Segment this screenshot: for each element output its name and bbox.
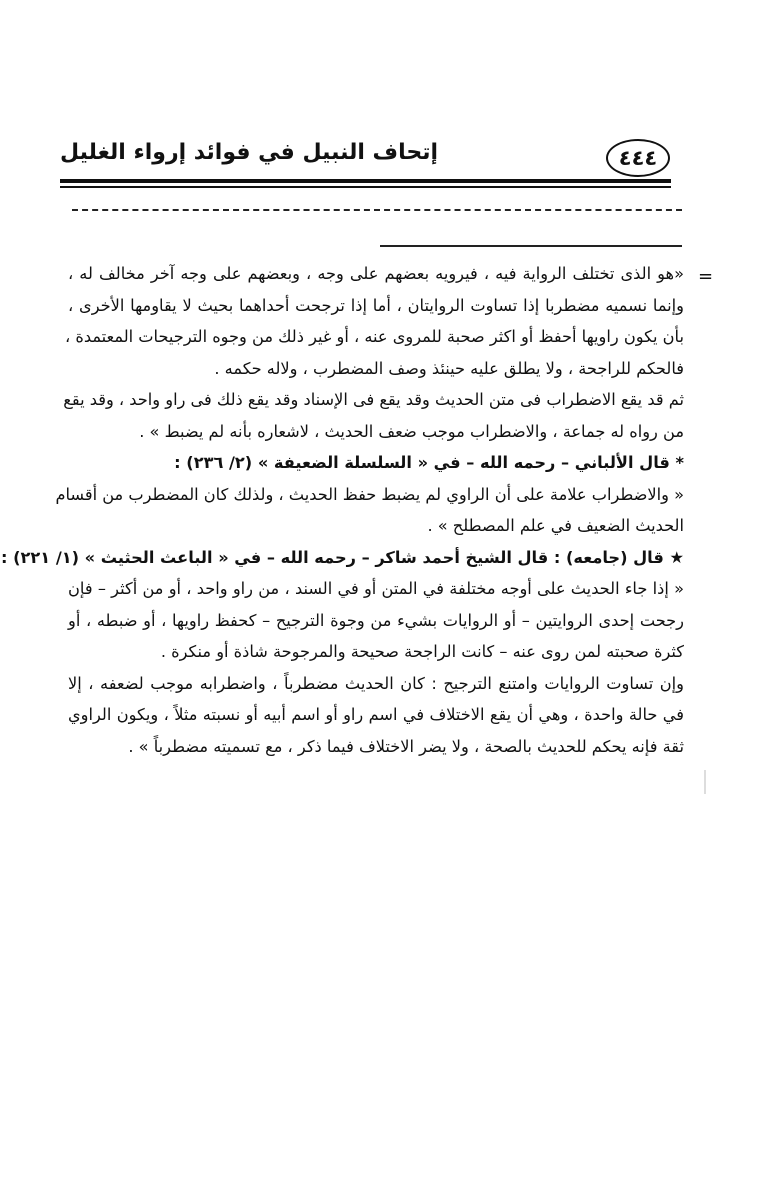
text-line: كثرة صحبته لمن روى عنه – كانت الراجحة صحيحة والمرجوحة شاذة أو منكرة . bbox=[160, 642, 684, 661]
text-line: «هو الذى تختلف الرواية فيه ، فيرويه بعضهم على وجه ، وبعضهم على وجه آخر مخالف له ، bbox=[68, 264, 684, 283]
text-line: ثقة فإنه يحكم للحديث بالصحة ، ولا يضر الاختلاف فيما ذكر ، مع تسميته مضطرباً » . bbox=[128, 736, 684, 756]
text-line: فالحكم للراجحة ، ولا يطلق عليه حينئذ وصف المضطرب ، ولاله حكمه . bbox=[214, 358, 684, 378]
text-line: وإن تساوت الروايات وامتنع الترجيح : كان الحديث مضطرباً ، واضطرابه موجب لضعفه ، إلا bbox=[68, 673, 684, 693]
scan-artifact bbox=[704, 770, 706, 794]
text-line: رجحت إحدى الروايتين – أو الروايات بشيء من وجوة الترجيح – كحفظ راويها ، أو ضبطه ، أو bbox=[68, 610, 684, 630]
header-rule-thick bbox=[60, 179, 671, 183]
running-title: إتحاف النبيل في فوائد إرواء الغليل bbox=[60, 140, 439, 165]
text-line: الحديث الضعيف في علم المصطلح » . bbox=[427, 516, 684, 535]
text-line: وإنما نسميه مضطربا إذا تساوت الروايتان ، أما إذا ترجحت أحداهما بحيث لا يقاومها الأخرى ، bbox=[68, 295, 684, 315]
text-line: من رواه له جماعة ، والاضطراب موجب ضعف الحديث ، لاشعاره بأنه لم يضبط » . bbox=[139, 421, 684, 441]
continuation-mark: = bbox=[698, 266, 714, 287]
text-line: في حالة واحدة ، وهي أن يقع الاختلاف في اسم راو أو اسم أبيه أو نسبته مثلاً ، ويكون الراوي bbox=[68, 705, 684, 724]
text-line: « إذا جاء الحديث على أوجه مختلفة في المتن أو في السند ، من راو واحد ، أو من أكثر – فإن bbox=[68, 579, 684, 598]
quote-heading: * قال الألباني – رحمه الله – في « السلسلة الضعيفة » (٢/ ٢٣٦) : bbox=[174, 453, 684, 472]
page-number-badge bbox=[606, 139, 670, 177]
footnote-rule bbox=[380, 245, 682, 247]
text-line: ثم قد يقع الاضطراب فى متن الحديث وقد يقع فى الإسناد وقد يقع ذلك فى راو واحد ، وقد يقع bbox=[63, 390, 684, 409]
text-line: « والاضطراب علامة على أن الراوي لم يضبط حفظ الحديث ، ولذلك كان المضطرب من أقسام bbox=[55, 484, 684, 504]
text-line: بأن يكون راويها أحفظ أو اكثر صحبة للمروى عنه ، أو غير ذلك من وجوه الترجيحات المعتمدة ، bbox=[64, 327, 684, 346]
page-number: ٤٤٤ bbox=[618, 146, 658, 170]
quote-heading: ★ قال (جامعه) : قال الشيخ أحمد شاكر – رحمه الله – في « الباعث الحثيث » (١/ ٢٢١) : bbox=[1, 547, 684, 567]
footnote-text bbox=[1, 258, 684, 762]
dashed-separator bbox=[72, 209, 682, 211]
header-rule-thin bbox=[60, 186, 671, 188]
